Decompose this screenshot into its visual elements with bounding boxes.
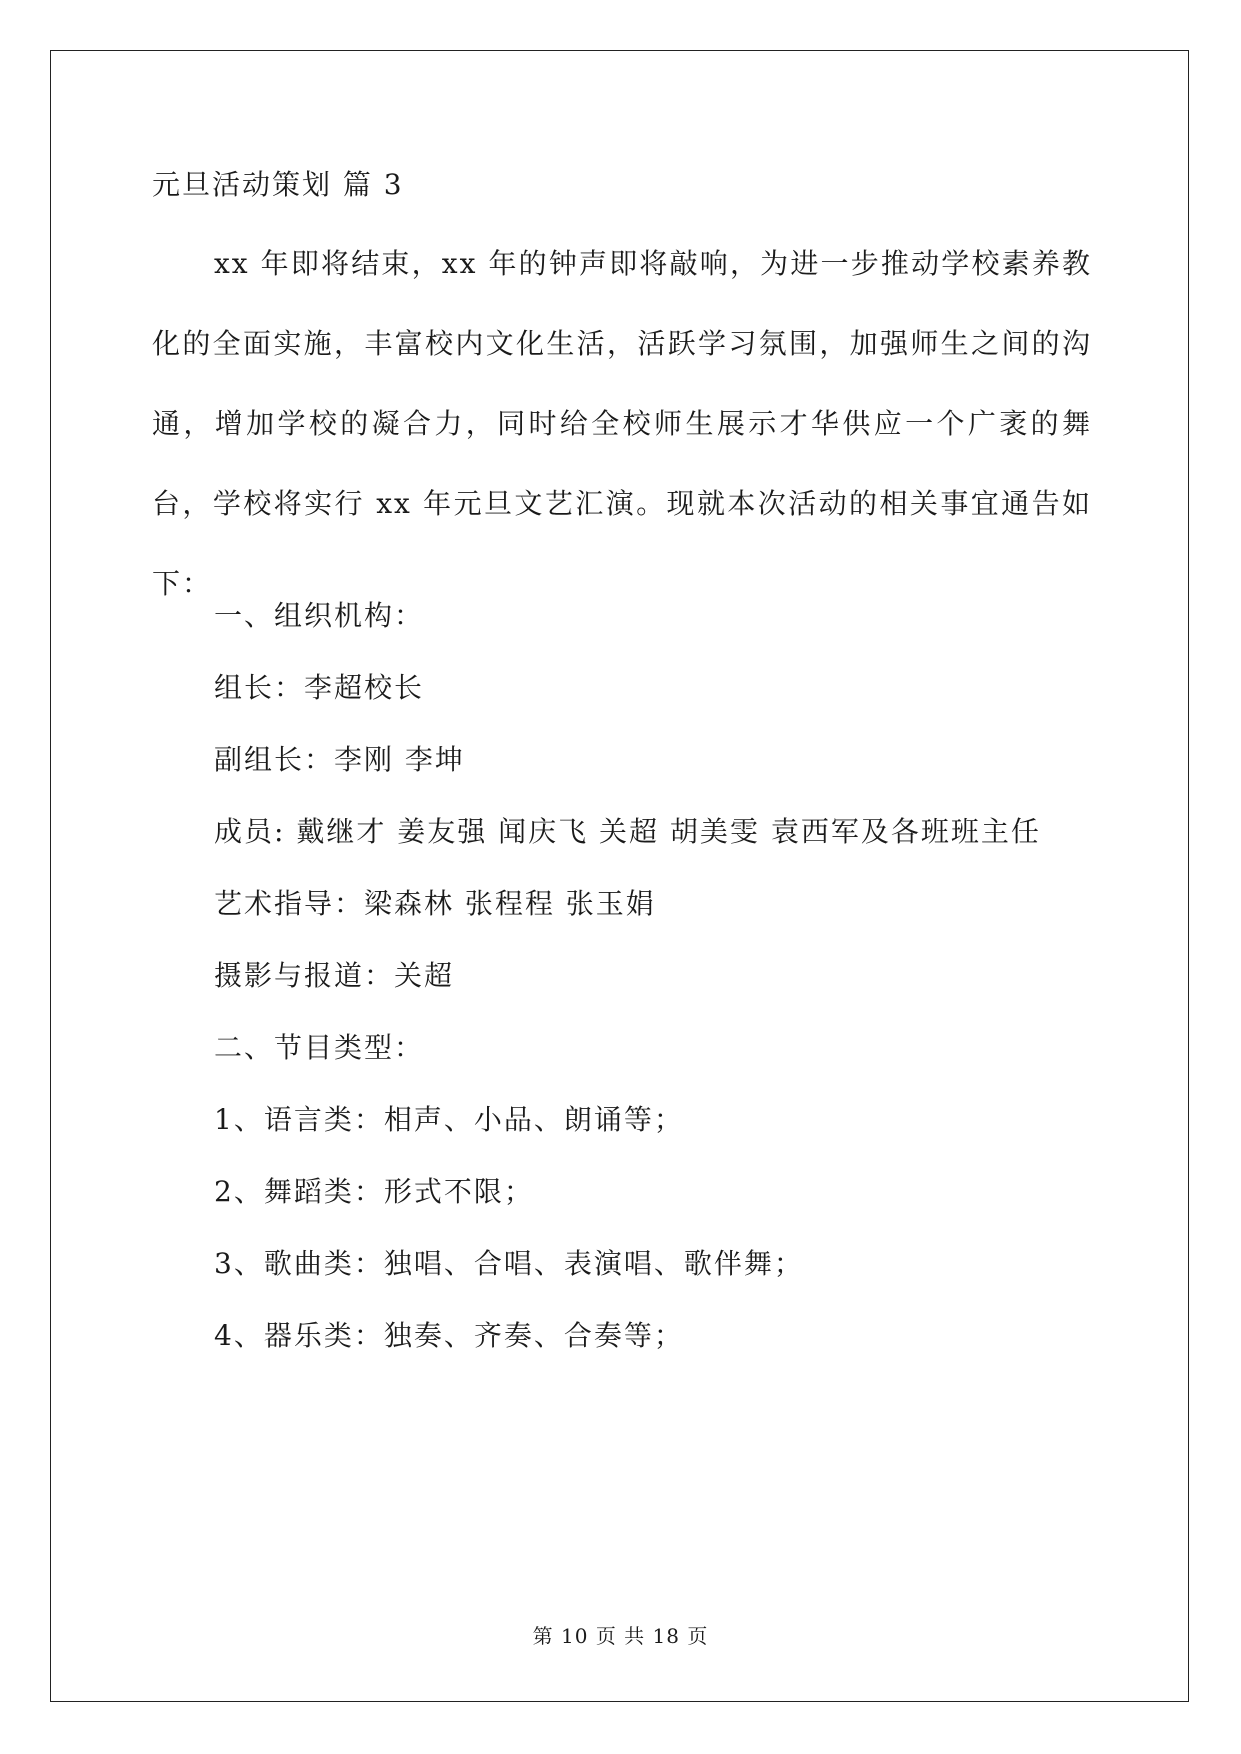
section-heading-program-types: 二、节目类型： [214, 1031, 425, 1064]
section-heading-organization: 一、组织机构： [214, 599, 425, 632]
list-item-deputy-leader: 副组长：李刚 李坤 [214, 743, 465, 776]
list-item-language: 1、语言类：相声、小品、朗诵等； [214, 1103, 684, 1136]
list-item-art-director: 艺术指导：梁森林 张程程 张玉娟 [214, 887, 656, 920]
list-item-leader: 组长：李超校长 [214, 671, 425, 704]
list-item-dance: 2、舞蹈类：形式不限； [214, 1175, 534, 1208]
list-item-song: 3、歌曲类：独唱、合唱、表演唱、歌伴舞； [214, 1247, 804, 1280]
document-title: 元旦活动策划 篇 3 [152, 168, 404, 201]
intro-paragraph: xx 年即将结束，xx 年的钟声即将敲响，为进一步推动学校素养教化的全面实施，丰富校内文化生活，活跃学习氛围，加强师生之间的沟通，增加学校的凝合力，同时给全校师生展示才华供应一个广袤的舞台，学校将实行 xx 年元旦文艺汇演。现就本次活动的相关事宜通告如下： [152, 247, 1092, 600]
list-item-photography: 摄影与报道：关超 [214, 959, 455, 992]
document-body [152, 164, 1092, 1352]
page-footer: 第 10 页 共 18 页 [532, 1624, 709, 1648]
list-item-members: 成员: 戴继才 姜友强 闻庆飞 关超 胡美雯 袁西军及各班班主任 [214, 815, 1041, 848]
list-item-instrumental: 4、器乐类：独奏、齐奏、合奏等； [214, 1319, 684, 1352]
